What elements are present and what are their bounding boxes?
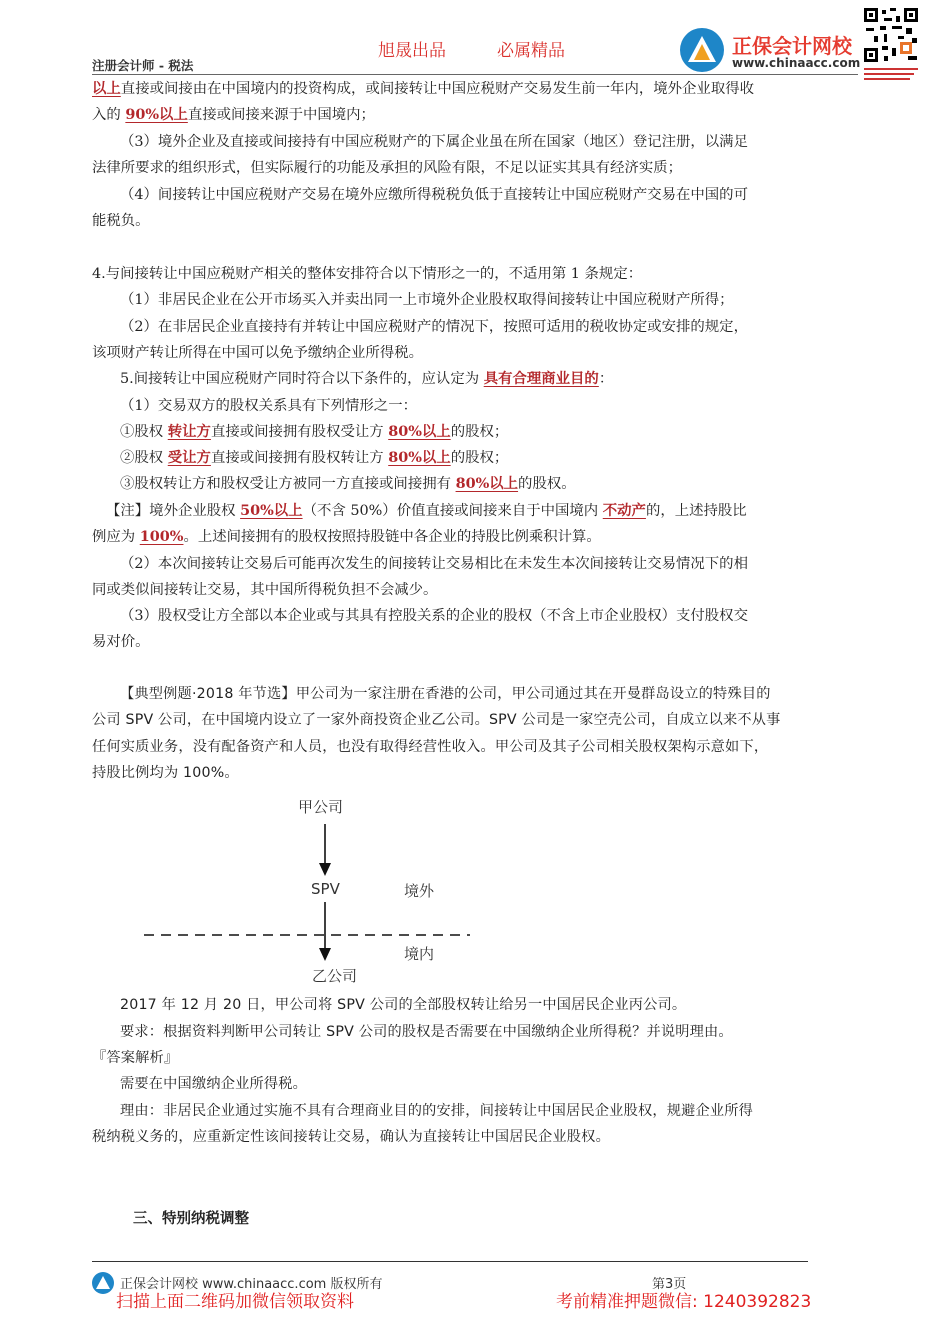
diagram-label-offshore: 境外 (404, 882, 435, 900)
footer-copyright: 正保会计网校 www.chinaacc.com 版权所有 (120, 1277, 383, 1292)
header-divider (92, 74, 858, 75)
header-slogan-2: 必属精品 (497, 41, 565, 61)
header-subject: 注册会计师 - 税法 (92, 58, 194, 73)
example-line: 要求：根据资料判断甲公司转让 SPV 公司的股权是否需要在中国缴纳企业所得税？并说明理由。 (120, 1024, 733, 1040)
section-title: 三、特别纳税调整 (133, 1211, 249, 1227)
example-line: 税纳税义务的，应重新定性该间接转让交易，确认为直接转让中国居民企业股权。 (92, 1129, 610, 1145)
paragraph-line: （1）非居民企业在公开市场买入并卖出同一上市境外企业股权取得间接转让中国应税财产所得； (120, 292, 734, 308)
header-slogan-1: 旭晟出品 (378, 41, 446, 61)
paragraph-line: 5.间接转让中国应税财产同时符合以下条件的，应认定为 具有合理商业目的： (120, 370, 614, 387)
logo-url: www.chinaacc.com (732, 56, 861, 70)
example-line: 理由：非居民企业通过实施不具有合理商业目的的安排，间接转让中国居民企业股权，规避企业所得 (120, 1103, 754, 1119)
diagram-node-parent: 甲公司 (298, 798, 344, 816)
paragraph-line: 易对价。 (92, 634, 150, 650)
paragraph-line: （3）境外企业及直接或间接持有中国应税财产的下属企业虽在所在国家（地区）登记注册，以满足 (120, 134, 748, 150)
footer-logo-icon (92, 1272, 114, 1294)
promo-left: 扫描上面二维码加微信领取资料 (116, 1292, 354, 1312)
diagram-label-onshore: 境内 (404, 945, 435, 963)
footer-divider (92, 1261, 808, 1262)
paragraph-line: （3）股权受让方全部以本企业或与其具有控股关系的企业的股权（不含上市企业股权）支付股权交 (120, 608, 748, 624)
paragraph-line: 例应为 100%。上述间接拥有的股权按照持股链中各企业的持股比例乘积计算。 (92, 528, 601, 545)
paragraph-line: （1）交易双方的股权关系具有下列情形之一： (120, 398, 417, 414)
paragraph-line: 法律所要求的组织形式，但实际履行的功能及承担的风险有限，不足以证实其具有经济实质； (92, 160, 683, 176)
example-line: 需要在中国缴纳企业所得税。 (120, 1076, 308, 1092)
example-line: 持股比例均为 100%。 (92, 765, 239, 781)
equity-structure-diagram (140, 790, 480, 990)
paragraph-line: 【注】境外企业股权 50%以上（不含 50%）价值直接或间接来自于中国境内 不动产的，上述持股比 (106, 502, 747, 519)
example-line: 2017 年 12 月 20 日，甲公司将 SPV 公司的全部股权转让给另一中国居民企业丙公司。 (120, 997, 687, 1013)
qr-code-icon[interactable] (862, 6, 920, 90)
paragraph-line: ①股权 转让方直接或间接拥有股权受让方 80%以上的股权； (120, 423, 509, 440)
paragraph-line: 能税负。 (92, 213, 150, 229)
logo-title: 正保会计网校 (732, 34, 852, 58)
paragraph-line: 同或类似间接转让交易，其中国所得税负担不会减少。 (92, 582, 438, 598)
paragraph-line: （4）间接转让中国应税财产交易在境外应缴所得税税负低于直接转让中国应税财产交易在中国的可 (120, 187, 748, 203)
page-number: 第3页 (652, 1277, 687, 1292)
paragraph-line: 入的 90%以上直接或间接来源于中国境内； (92, 106, 375, 123)
paragraph-line: （2）本次间接转让交易后可能再次发生的间接转让交易相比在未发生本次间接转让交易情况下的相 (120, 556, 748, 572)
paragraph-line: （2）在非居民企业直接持有并转让中国应税财产的情况下，按照可适用的税收协定或安排的规定， (120, 319, 748, 335)
brand-logo (680, 28, 860, 74)
example-line: 【典型例题·2018 年节选】甲公司为一家注册在香港的公司，甲公司通过其在开曼群岛设立的特殊目的 (120, 686, 771, 702)
paragraph-line: 4.与间接转让中国应税财产相关的整体安排符合以下情形之一的，不适用第 1 条规定： (92, 266, 643, 282)
promo-right: 考前精准押题微信: 1240392823 (556, 1292, 812, 1312)
paragraph-line: ③股权转让方和股权受让方被同一方直接或间接拥有 80%以上的股权。 (120, 475, 576, 492)
diagram-node-spv: SPV (311, 880, 340, 898)
example-line: 任何实质业务，没有配备资产和人员，也没有取得经营性收入。甲公司及其子公司相关股权架构示意如下， (92, 739, 769, 755)
diagram-node-subsidiary: 乙公司 (312, 967, 358, 985)
paragraph-line: 以上直接或间接由在中国境内的投资构成，或间接转让中国应税财产交易发生前一年内，境外企业取得收 (92, 80, 754, 97)
answer-heading: 『答案解析』 (92, 1050, 179, 1066)
logo-emblem-icon (680, 28, 724, 72)
paragraph-line: ②股权 受让方直接或间接拥有股权转让方 80%以上的股权； (120, 449, 509, 466)
paragraph-line: 该项财产转让所得在中国可以免予缴纳企业所得税。 (92, 345, 423, 361)
example-line: 公司 SPV 公司，在中国境内设立了一家外商投资企业乙公司。SPV 公司是一家空壳公司，自成立以来不从事 (92, 712, 781, 728)
